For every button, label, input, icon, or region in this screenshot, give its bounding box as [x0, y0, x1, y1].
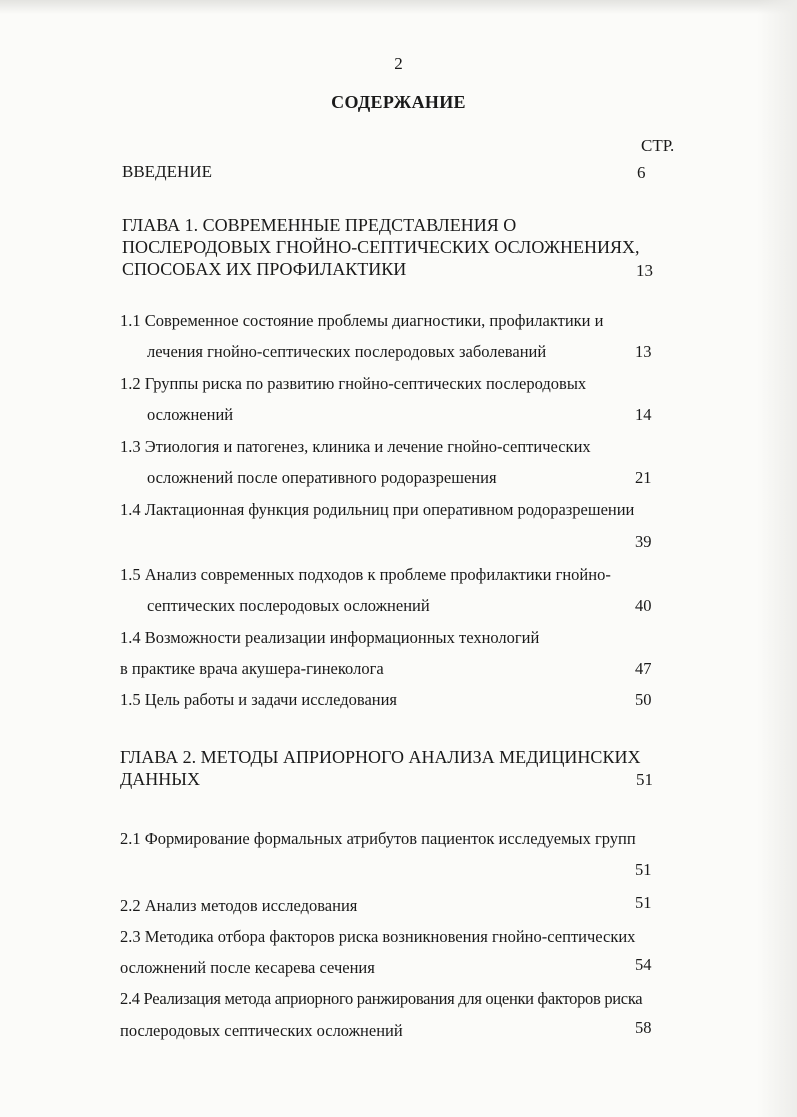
toc-section-1-1-page: 13	[635, 342, 652, 361]
toc-section-1-3-page: 21	[635, 468, 652, 487]
toc-chapter1-line2: ПОСЛЕРОДОВЫХ ГНОЙНО-СЕПТИЧЕСКИХ ОСЛОЖНЕНИЯХ,	[122, 237, 640, 257]
toc-section-2-3-page: 54	[635, 955, 652, 974]
scan-shadow-right	[757, 0, 797, 1117]
toc-chapter1-page: 13	[636, 261, 653, 280]
toc-section-1-5b-page: 50	[635, 690, 652, 709]
toc-chapter2-line1: ГЛАВА 2. МЕТОДЫ АПРИОРНОГО АНАЛИЗА МЕДИЦИНСКИХ	[120, 747, 641, 767]
toc-section-2-4-line1: 2.4 Реализация метода априорного ранжирования для оценки факторов риска	[120, 989, 643, 1008]
toc-section-2-4-page: 58	[635, 1018, 652, 1037]
toc-section-1-3-line2: осложнений после оперативного родоразрешения	[147, 468, 497, 487]
toc-section-1-4-page: 39	[635, 532, 652, 551]
toc-section-1-1-line1: 1.1 Современное состояние проблемы диагностики, профилактики и	[120, 311, 604, 330]
toc-chapter1-line1: ГЛАВА 1. СОВРЕМЕННЫЕ ПРЕДСТАВЛЕНИЯ О	[122, 215, 517, 235]
toc-section-1-5-line1: 1.5 Анализ современных подходов к проблеме профилактики гнойно-	[120, 565, 611, 584]
toc-section-1-2-line2: осложнений	[147, 405, 234, 424]
toc-section-1-4b-line2: в практике врача акушера-гинеколога	[120, 659, 384, 678]
toc-section-2-2-line1: 2.2 Анализ методов исследования	[120, 896, 358, 915]
toc-introduction-page: 6	[637, 163, 646, 182]
toc-section-1-2-line1: 1.2 Группы риска по развитию гнойно-септических послеродовых	[120, 374, 587, 393]
toc-introduction-label: ВВЕДЕНИЕ	[122, 162, 212, 181]
toc-section-2-2-page: 51	[635, 893, 652, 912]
scan-shadow-top	[0, 0, 797, 14]
toc-section-1-2-page: 14	[635, 405, 652, 424]
toc-section-1-4b-line1: 1.4 Возможности реализации информационных технологий	[120, 628, 540, 647]
page-column-header: СТР.	[641, 136, 675, 155]
page-number: 2	[394, 54, 403, 73]
toc-section-1-5b-line1: 1.5 Цель работы и задачи исследования	[120, 690, 398, 709]
toc-chapter2-line2: ДАННЫХ	[120, 769, 200, 789]
toc-chapter1-line3: СПОСОБАХ ИХ ПРОФИЛАКТИКИ	[122, 259, 407, 279]
toc-section-1-5-page: 40	[635, 596, 652, 615]
toc-section-1-5-line2: септических послеродовых осложнений	[147, 596, 430, 615]
toc-section-1-4-line1: 1.4 Лактационная функция родильниц при оперативном родоразрешении	[120, 500, 635, 519]
toc-section-1-4b-page: 47	[635, 659, 652, 678]
toc-section-2-3-line2: осложнений после кесарева сечения	[120, 958, 375, 977]
toc-section-2-1-line1: 2.1 Формирование формальных атрибутов пациенток исследуемых групп	[120, 829, 636, 848]
toc-section-1-1-line2: лечения гнойно-септических послеродовых заболеваний	[147, 342, 547, 361]
toc-section-2-4-line2: послеродовых септических осложнений	[120, 1021, 403, 1040]
page-title: СОДЕРЖАНИЕ	[331, 92, 466, 112]
toc-section-1-3-line1: 1.3 Этиология и патогенез, клиника и лечение гнойно-септических	[120, 437, 591, 456]
toc-section-2-3-line1: 2.3 Методика отбора факторов риска возникновения гнойно-септических	[120, 927, 636, 946]
toc-chapter2-page: 51	[636, 770, 653, 789]
toc-section-2-1-page: 51	[635, 860, 652, 879]
